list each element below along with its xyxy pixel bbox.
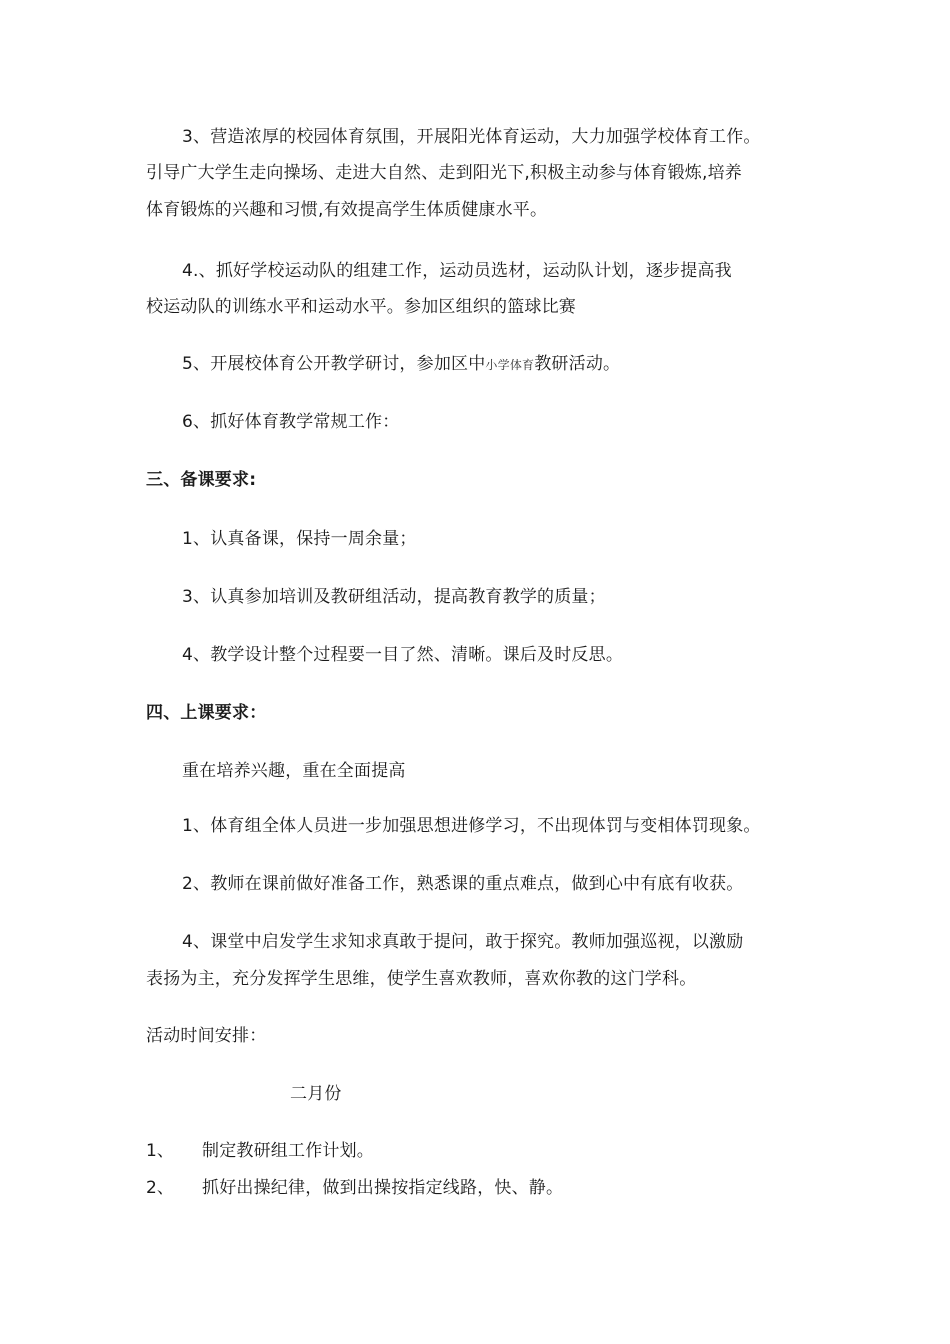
- section-4-item-4-line-2: 表扬为主，充分发挥学生思维，使学生喜欢教师，喜欢你教的这门学科。: [146, 969, 697, 989]
- section-3-heading: 三、备课要求:: [146, 470, 257, 490]
- paragraph-5-small-text: 小学体育: [485, 358, 535, 372]
- section-4-item-1: 1、体育组全体人员进一步加强思想进修学习，不出现体罚与变相体罚现象。: [182, 816, 761, 836]
- paragraph-5-text-after: 教研活动。: [534, 354, 621, 374]
- schedule-item-1-number: 1、: [146, 1141, 174, 1161]
- section-3-item-3: 3、认真参加培训及教研组活动，提高教育教学的质量；: [182, 587, 606, 607]
- paragraph-5-text-before: 5、开展校体育公开教学研讨，参加区中: [182, 354, 486, 374]
- paragraph-4-line-1: 4.、抓好学校运动队的组建工作，运动员选材，运动队计划，逐步提高我: [182, 261, 732, 281]
- paragraph-6: 6、抓好体育教学常规工作：: [182, 412, 400, 432]
- section-3-item-4: 4、教学设计整个过程要一目了然、清晰。课后及时反思。: [182, 645, 624, 665]
- section-4-intro: 重在培养兴趣，重在全面提高: [182, 761, 406, 781]
- schedule-month: 二月份: [290, 1084, 342, 1104]
- paragraph-4-line-2: 校运动队的训练水平和运动水平。参加区组织的篮球比赛: [146, 297, 576, 317]
- section-4-item-2: 2、教师在课前做好准备工作，熟悉课的重点难点，做到心中有底有收获。: [182, 874, 744, 894]
- schedule-item-1-text: 制定教研组工作计划。: [202, 1141, 374, 1161]
- paragraph-5: [182, 354, 620, 375]
- paragraph-3-line-2: 引导广大学生走向操场、走进大自然、走到阳光下,积极主动参与体育锻炼,培养: [146, 163, 743, 183]
- section-4-heading: 四、上课要求：: [146, 703, 267, 723]
- section-3-item-1: 1、认真备课，保持一周余量；: [182, 529, 417, 549]
- paragraph-3-line-3: 体育锻炼的兴趣和习惯,有效提高学生体质健康水平。: [146, 200, 548, 220]
- schedule-item-2-text: 抓好出操纪律，做到出操按指定线路，快、静。: [202, 1178, 564, 1198]
- schedule-item-2-number: 2、: [146, 1178, 174, 1198]
- schedule-label: 活动时间安排：: [146, 1026, 267, 1046]
- paragraph-3-line-1: 3、营造浓厚的校园体育氛围，开展阳光体育运动，大力加强学校体育工作。: [182, 127, 761, 147]
- section-4-item-4-line-1: 4、课堂中启发学生求知求真敢于提问，敢于探究。教师加强巡视，以激励: [182, 932, 744, 952]
